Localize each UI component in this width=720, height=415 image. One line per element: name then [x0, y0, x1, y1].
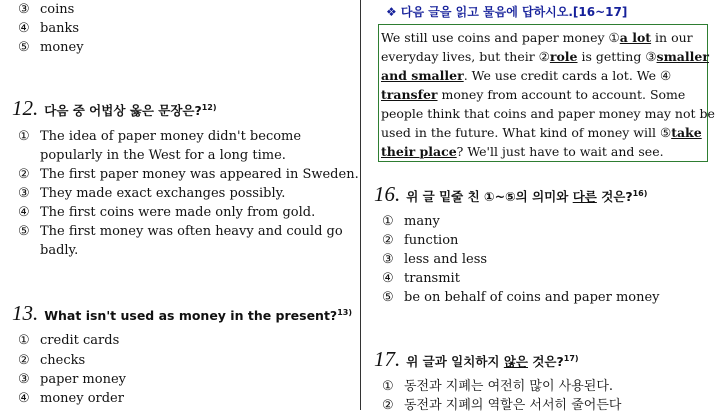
passage-line-1: We still use coins and paper money ①a lot in our	[381, 30, 693, 45]
q17-heading: 17. 위 글과 일치하지 않은 것은?$^{17)}$	[374, 347, 579, 371]
underline-4: transfer	[381, 87, 438, 102]
q16-heading: 16. 위 글 밑줄 친 ①~⑤의 의미와 다른 것은?$^{16)}$	[374, 182, 648, 206]
passage-instruction: ❖ 다음 글을 읽고 물음에 답하시오.[16~17]	[386, 5, 628, 19]
q12-option-1[interactable]: ① The idea of paper money didn't become	[18, 129, 302, 144]
passage-line-5: people think that coins and paper money may not be	[381, 106, 715, 121]
underline-3: smaller	[656, 49, 709, 64]
q12-option-2[interactable]: ② The first paper money was appeared in Sweden.	[18, 167, 359, 182]
q12-option-5[interactable]: ⑤ The first money was often heavy and could go	[18, 224, 343, 239]
q16-option-1[interactable]: ① many	[382, 214, 440, 229]
passage-line-6: used in the future. What kind of money will ⑤take	[381, 125, 702, 140]
q16-option-4[interactable]: ④ transmit	[382, 271, 460, 286]
underline-5: take	[671, 125, 702, 140]
underline-1: a lot	[619, 30, 652, 45]
q12-option-1-continued: popularly in the West for a long time.	[40, 148, 286, 163]
q13-option-3[interactable]: ③ paper money	[18, 372, 126, 387]
q13-option-1[interactable]: ① credit cards	[18, 333, 120, 348]
left-column	[0, 0, 359, 410]
q16-option-3[interactable]: ③ less and less	[382, 252, 488, 267]
passage-line-7: their place? We'll just have to wait and see.	[381, 144, 664, 159]
q16-option-2[interactable]: ② function	[382, 233, 459, 248]
q13-heading: 13. What isn't used as money in the present?$^{13)}$	[12, 301, 352, 325]
q17-option-2[interactable]: ② 동전과 지폐의 역할은 서서히 줄어든다	[382, 398, 622, 413]
passage-line-3: and smaller. We use credit cards a lot. We ④	[381, 68, 672, 83]
q16-option-5[interactable]: ⑤ be on behalf of coins and paper money	[382, 290, 660, 305]
q12-option-5-continued: badly.	[40, 243, 79, 258]
underline-3-continued: and smaller	[381, 68, 464, 83]
passage-line-4: transfer money from account to account. Some	[381, 87, 686, 102]
column-divider	[360, 0, 361, 410]
underline-5-continued: their place	[381, 144, 457, 159]
q12-heading: 12. 다음 중 어법상 옳은 문장은?$^{12)}$	[12, 96, 217, 120]
q11-option-4[interactable]: ④ banks	[18, 21, 79, 36]
q12-option-4[interactable]: ④ The first coins were made only from gold.	[18, 205, 316, 220]
q13-option-2[interactable]: ② checks	[18, 353, 86, 368]
q13-option-4[interactable]: ④ money order	[18, 391, 124, 406]
passage-line-2: everyday lives, but their ②role is getting ③smaller	[381, 49, 709, 64]
q17-option-1[interactable]: ① 동전과 지폐는 여전히 많이 사용된다.	[382, 379, 614, 394]
q11-option-5[interactable]: ⑤ money	[18, 40, 84, 55]
q12-option-3[interactable]: ③ They made exact exchanges possibly.	[18, 186, 286, 201]
underline-2: role	[549, 49, 578, 64]
q11-option-3[interactable]: ③ coins	[18, 2, 75, 17]
